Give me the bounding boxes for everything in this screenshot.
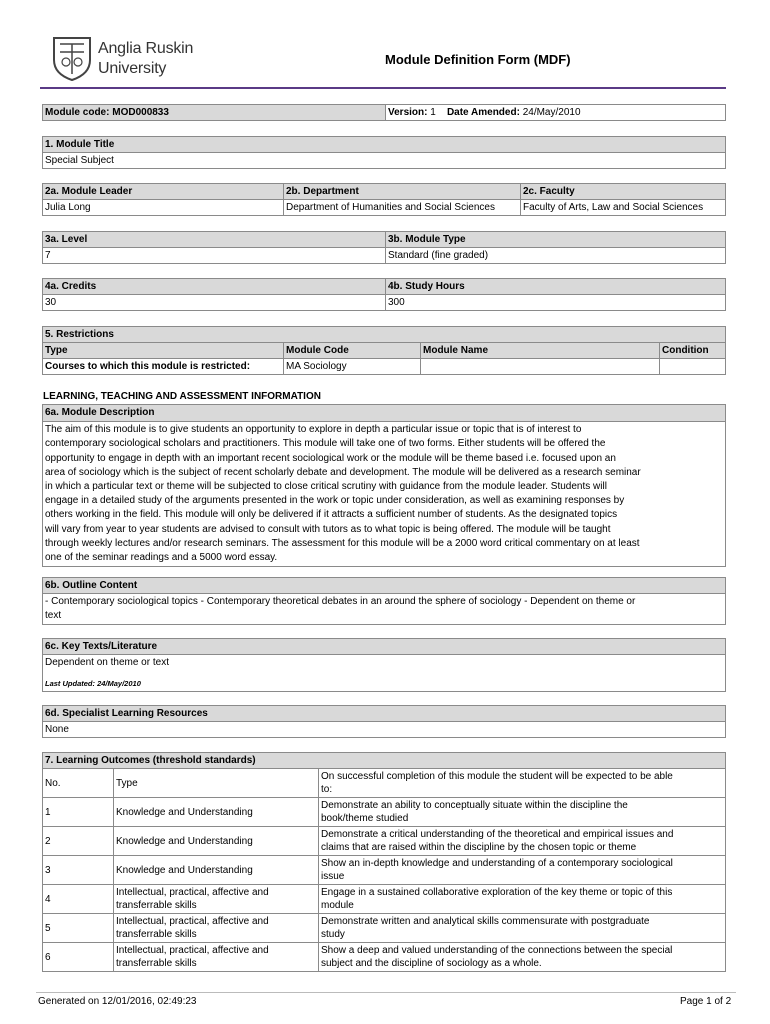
description-line: opportunity to engage in depth with an important recent sociological work or the module will be theme based i.e. focused upon an	[45, 452, 616, 464]
outcome-row	[43, 856, 726, 885]
credits-label: 4a. Credits	[43, 279, 386, 295]
outcome-type-line: Knowledge and Understanding	[116, 835, 253, 847]
outcome-type-line: Knowledge and Understanding	[116, 806, 253, 818]
module-type-value: Standard (fine graded)	[386, 248, 726, 264]
outcome-desc	[319, 943, 726, 972]
outcome-type-line: Intellectual, practical, affective and	[116, 945, 269, 956]
restrictions-table	[42, 326, 726, 375]
module-info-table	[42, 104, 726, 121]
version-value: 1	[430, 107, 436, 118]
outcome-type-line: Intellectual, practical, affective and	[116, 916, 269, 927]
outcomes-col-desc	[319, 769, 726, 798]
outcome-row	[43, 885, 726, 914]
outcome-type	[114, 798, 319, 827]
outcome-desc-line: Show an in-depth knowledge and understanding of a contemporary sociological	[321, 858, 673, 869]
key-texts-updated: Last Updated: 24/May/2010	[45, 679, 141, 688]
outcome-desc-line: claims that are raised within the discipline by the chosen topic or theme	[321, 842, 637, 853]
resources-table	[42, 705, 726, 738]
version-date-cell	[386, 105, 726, 121]
ltai-heading: LEARNING, TEACHING AND ASSESSMENT INFORMATION	[43, 391, 321, 402]
credits-value: 30	[43, 295, 386, 311]
module-type-label: 3b. Module Type	[386, 232, 726, 248]
header-rule	[40, 87, 726, 89]
outcome-row	[43, 827, 726, 856]
outcome-desc	[319, 827, 726, 856]
outcomes-table	[42, 752, 726, 972]
description-line: The aim of this module is to give students an opportunity to explore in depth a particular issue or topic that is of interest to	[45, 424, 582, 436]
leader-value: Julia Long	[43, 200, 284, 216]
outcome-desc-line: Demonstrate written and analytical skills commensurate with postgraduate	[321, 916, 650, 927]
date-amended-label: Date Amended:	[446, 107, 520, 118]
outcomes-col-no: No.	[43, 769, 114, 798]
logo-line-1: Anglia Ruskin	[98, 40, 194, 57]
outcome-type-line: Intellectual, practical, affective and	[116, 887, 269, 898]
version-label: Version:	[388, 107, 428, 118]
outline-label: 6b. Outline Content	[43, 578, 726, 594]
restrictions-col-condition: Condition	[660, 343, 726, 359]
restrictions-col-type: Type	[43, 343, 284, 359]
resources-value: None	[43, 722, 726, 738]
restrictions-label: 5. Restrictions	[43, 327, 726, 343]
outcome-type	[114, 943, 319, 972]
form-title: Module Definition Form (MDF)	[385, 52, 571, 67]
outcome-desc-line: issue	[321, 871, 345, 882]
outcome-desc-line: Engage in a sustained collaborative exploration of the key theme or topic of this	[321, 887, 673, 898]
key-texts-body	[43, 655, 726, 692]
restrictions-col-code: Module Code	[284, 343, 421, 359]
outcomes-col-desc-line: to:	[321, 784, 333, 795]
module-title-table	[42, 136, 726, 169]
description-label: 6a. Module Description	[43, 405, 726, 422]
outcome-desc-line: Demonstrate an ability to conceptually situate within the discipline the	[321, 800, 628, 811]
department-value: Department of Humanities and Social Sciences	[284, 200, 521, 216]
outcomes-col-desc-line: On successful completion of this module the student will be expected to be able	[321, 771, 673, 782]
description-line: others working in the field. This module will only be delivered if it attracts a sufficient number of students. As the designated topics	[45, 509, 618, 521]
footer-rule	[36, 992, 736, 993]
restrictions-row-code: MA Sociology	[284, 359, 421, 375]
description-body	[43, 422, 726, 567]
outcome-type	[114, 914, 319, 943]
module-code-label: Module code:	[45, 107, 110, 118]
outcome-no: 3	[43, 856, 114, 885]
outcome-type	[114, 885, 319, 914]
level-label: 3a. Level	[43, 232, 386, 248]
outcome-no: 5	[43, 914, 114, 943]
outcome-type-line: Knowledge and Understanding	[116, 864, 253, 876]
leader-label: 2a. Module Leader	[43, 184, 284, 200]
outcomes-label: 7. Learning Outcomes (threshold standards)	[43, 753, 726, 769]
outcome-type	[114, 827, 319, 856]
description-line: contemporary sociological scholars and practitioners. This module will take one of two forms. Either students will be offered the	[45, 438, 606, 450]
description-line: in which a particular text or theme will be subjected to close critical scrutiny with guidance from the module leader. Students will	[45, 481, 607, 493]
outcome-type-line: transferrable skills	[116, 900, 197, 911]
level-value: 7	[43, 248, 386, 264]
outcome-row	[43, 798, 726, 827]
outcome-desc-line: Demonstrate a critical understanding of the theoretical and empirical issues and	[321, 829, 674, 840]
outcome-no: 4	[43, 885, 114, 914]
outline-line: text	[45, 610, 62, 621]
faculty-label: 2c. Faculty	[521, 184, 726, 200]
resources-label: 6d. Specialist Learning Resources	[43, 706, 726, 722]
outcome-desc-line: book/theme studied	[321, 813, 409, 824]
logo-line-2: University	[98, 60, 167, 77]
outcome-desc	[319, 798, 726, 827]
outcome-type	[114, 856, 319, 885]
study-hours-label: 4b. Study Hours	[386, 279, 726, 295]
crest-icon	[50, 34, 94, 82]
level-table	[42, 231, 726, 264]
description-line: engage in a detailed study of the arguments presented in the work or topic under consideration, as well as examining responses by	[45, 495, 625, 507]
outcome-no: 6	[43, 943, 114, 972]
leader-table	[42, 183, 726, 216]
date-amended-value: 24/May/2010	[522, 107, 581, 118]
credits-table	[42, 278, 726, 311]
restrictions-row-condition	[660, 359, 726, 375]
key-texts-label: 6c. Key Texts/Literature	[43, 639, 726, 655]
department-label: 2b. Department	[284, 184, 521, 200]
key-texts-table	[42, 638, 726, 692]
outcome-desc-line: study	[321, 929, 345, 940]
outcome-desc	[319, 885, 726, 914]
outline-line: - Contemporary sociological topics - Contemporary theoretical debates in an around the sphere of sociology - Dependent on theme or	[45, 596, 636, 607]
module-code-cell	[43, 105, 386, 121]
outcome-desc-line: subject and the discipline of sociology as a whole.	[321, 958, 542, 969]
outline-table	[42, 577, 726, 625]
key-texts-value: Dependent on theme or text	[45, 657, 169, 668]
outcome-desc	[319, 914, 726, 943]
description-line: through weekly lectures and/or research seminars. The assessment for this module will be a 2000 word critical commentary on at least	[45, 537, 640, 549]
study-hours-value: 300	[386, 295, 726, 311]
outcome-row	[43, 943, 726, 972]
faculty-value: Faculty of Arts, Law and Social Sciences	[521, 200, 726, 216]
outcome-type-line: transferrable skills	[116, 929, 197, 940]
outcome-desc	[319, 856, 726, 885]
outcome-no: 1	[43, 798, 114, 827]
outcomes-col-type: Type	[114, 769, 319, 798]
description-table	[42, 404, 726, 567]
module-code-value: MOD000833	[112, 107, 169, 118]
description-line: area of sociology which is the subject of recent scholarly debate and development. The module will be delivered as a research seminar	[45, 466, 641, 478]
outcome-desc-line: Show a deep and valued understanding of the connections between the special	[321, 945, 673, 956]
outcome-no: 2	[43, 827, 114, 856]
outline-body	[43, 594, 726, 625]
restrictions-row-name	[421, 359, 660, 375]
description-line: one of the seminar readings and a 5000 word essay.	[45, 552, 278, 564]
outcome-row	[43, 914, 726, 943]
page-number: Page 1 of 2	[680, 996, 732, 1007]
outcome-type-line: transferrable skills	[116, 958, 197, 969]
generated-timestamp: Generated on 12/01/2016, 02:49:23	[38, 996, 197, 1007]
module-title-value: Special Subject	[43, 153, 726, 169]
outcome-desc-line: module	[321, 900, 354, 911]
restrictions-col-name: Module Name	[421, 343, 660, 359]
module-title-label: 1. Module Title	[43, 137, 726, 153]
description-line: will vary from year to year students are advised to consult with tutors as to what topic is being offered. The module will be taught	[45, 523, 611, 535]
restrictions-row-type: Courses to which this module is restricted:	[43, 359, 284, 375]
